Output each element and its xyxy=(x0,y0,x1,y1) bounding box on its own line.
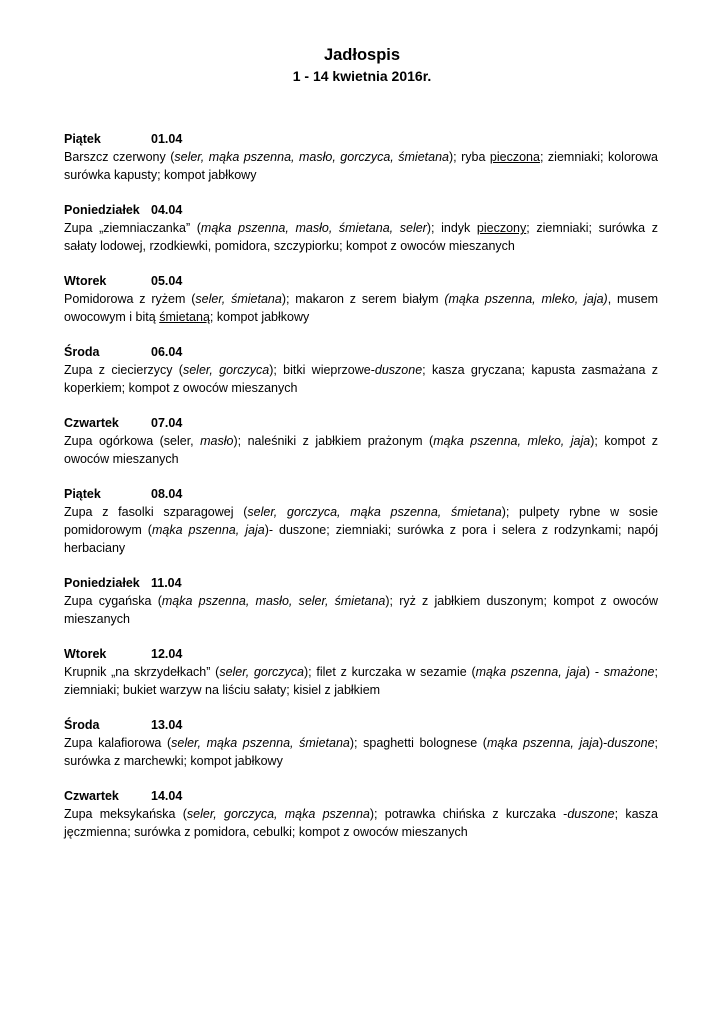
day-header xyxy=(64,716,658,734)
menu-text-segment: ); indyk xyxy=(426,221,477,235)
menu-day-entry xyxy=(64,130,658,184)
day-name: Poniedziałek xyxy=(64,576,140,590)
allergen-note: mąka pszenna, masło, śmietana, seler xyxy=(200,221,427,235)
day-name: Poniedziałek xyxy=(64,203,140,217)
allergen-note: mąka pszenna, jaja xyxy=(151,523,265,537)
menu-day-entry xyxy=(64,645,658,699)
day-header xyxy=(64,574,658,592)
allergen-note: duszone xyxy=(374,363,423,377)
menu-text-segment: ); pulpety rybne w sosie pomidorowym ( xyxy=(64,505,658,537)
menu-day-entry xyxy=(64,716,658,770)
menu-text-segment: Zupa kalafiorowa ( xyxy=(64,736,172,750)
day-name: Piątek xyxy=(64,132,101,146)
day-header xyxy=(64,787,658,805)
menu-text-segment: ; kasza jęczmienna; surówka z pomidora, cebulki; kompot z owoców mieszanych xyxy=(64,807,658,839)
day-name: Środa xyxy=(64,718,100,732)
menu-text-segment: ); bitki wieprzowe- xyxy=(269,363,375,377)
menu-text-segment: Zupa ogórkowa (seler, xyxy=(64,434,201,448)
allergen-note: (mąka pszenna, mleko, jaja) xyxy=(444,292,608,306)
menu-text-segment: ); potrawka chińska z kurczaka - xyxy=(369,807,568,821)
day-date: 12.04 xyxy=(151,647,183,661)
menu-day-entry xyxy=(64,343,658,397)
menu-text-segment: ); naleśniki z jabłkiem prażonym ( xyxy=(233,434,434,448)
menu-text-segment: ); ryba xyxy=(449,150,490,164)
menu-day-entry xyxy=(64,414,658,468)
page-subtitle: 1 - 14 kwietnia 2016r. xyxy=(292,68,432,84)
allergen-note: seler, gorczyca xyxy=(182,363,270,377)
day-date: 14.04 xyxy=(151,789,183,803)
day-header xyxy=(64,485,658,503)
menu-text-segment: ); spaghetti bolognese ( xyxy=(349,736,487,750)
day-header xyxy=(64,130,658,148)
allergen-note: duszone xyxy=(567,807,615,821)
day-name: Środa xyxy=(64,345,100,359)
allergen-note: seler, śmietana xyxy=(195,292,282,306)
menu-text-segment: Zupa cygańska ( xyxy=(64,594,162,608)
day-menu-text xyxy=(64,432,658,468)
day-date: 08.04 xyxy=(151,487,183,501)
menu-text-segment: )- xyxy=(598,736,608,750)
day-date: 06.04 xyxy=(151,345,183,359)
day-date: 11.04 xyxy=(151,576,182,590)
allergen-note: seler, mąka pszenna, masło, gorczyca, śmietana xyxy=(174,150,449,164)
day-date: 13.04 xyxy=(151,718,183,732)
menu-text-segment: , musem owocowym i bitą xyxy=(64,292,658,324)
allergen-note: seler, gorczyca, mąka pszenna, śmietana xyxy=(247,505,502,519)
allergen-note: duszone xyxy=(607,736,655,750)
day-name: Wtorek xyxy=(64,274,107,288)
day-date: 07.04 xyxy=(151,416,183,430)
allergen-note: seler, gorczyca, mąka pszenna xyxy=(186,807,370,821)
underlined-text: śmietaną xyxy=(159,310,210,324)
allergen-note: mąka pszenna, jaja xyxy=(475,665,586,679)
day-menu-text xyxy=(64,219,658,255)
allergen-note: seler, mąka pszenna, śmietana xyxy=(171,736,350,750)
allergen-note: mąka pszenna, jaja xyxy=(486,736,599,750)
day-menu-text xyxy=(64,663,658,699)
menu-text-segment: Zupa z ciecierzycy ( xyxy=(64,363,183,377)
day-menu-text xyxy=(64,148,658,184)
menu-text-segment: ; surówka z marchewki; kompot jabłkowy xyxy=(64,736,659,768)
day-menu-text xyxy=(64,592,658,628)
day-menu-text xyxy=(64,290,658,326)
page-title: Jadłospis xyxy=(323,46,401,64)
menu-text-segment: ; kasza gryczana; kapusta zasmażana z koperkiem; kompot z owoców mieszanych xyxy=(64,363,659,395)
menu-day-entry xyxy=(64,272,658,326)
menu-day-entry xyxy=(64,574,658,628)
menu-text-segment: Zupa meksykańska ( xyxy=(64,807,187,821)
allergen-note: mąka pszenna, masło, seler, śmietana xyxy=(161,594,386,608)
day-date: 04.04 xyxy=(151,203,183,217)
menu-text-segment: Barszcz czerwony ( xyxy=(64,150,175,164)
menu-text-segment: ); kompot z owoców mieszanych xyxy=(64,434,658,466)
menu-text-segment: ; kompot jabłkowy xyxy=(209,310,310,324)
allergen-note: seler, gorczyca xyxy=(219,665,304,679)
menu-text-segment: Zupa „ziemniaczanka” ( xyxy=(64,221,201,235)
day-header xyxy=(64,201,658,219)
menu-text-segment: ); ryż z jabłkiem duszonym; kompot z owoców mieszanych xyxy=(64,594,658,626)
day-name: Piątek xyxy=(64,487,101,501)
menu-list xyxy=(64,130,658,858)
menu-day-entry xyxy=(64,485,658,557)
menu-day-entry xyxy=(64,787,658,841)
day-name: Czwartek xyxy=(64,416,119,430)
day-date: 01.04 xyxy=(151,132,183,146)
day-header xyxy=(64,343,658,361)
menu-text-segment: ; ziemniaki; bukiet warzyw na liściu sałaty; kisiel z jabłkiem xyxy=(64,665,658,697)
menu-text-segment: ; ziemniaki; surówka z sałaty lodowej, rzodkiewki, pomidora, szczypiorku; kompot z owoców mieszanych xyxy=(64,221,658,253)
day-name: Czwartek xyxy=(64,789,119,803)
menu-text-segment: )- duszone; ziemniaki; surówka z pora i selera z rodzynkami; napój herbaciany xyxy=(64,523,659,555)
menu-day-entry xyxy=(64,201,658,255)
allergen-note: smażone xyxy=(603,665,655,679)
day-menu-text xyxy=(64,503,658,557)
allergen-note: masło xyxy=(200,434,234,448)
menu-text-segment: Krupnik „na skrzydełkach” ( xyxy=(64,665,220,679)
menu-text-segment: ) - xyxy=(585,665,604,679)
menu-text-segment: ); filet z kurczaka w sezamie ( xyxy=(303,665,476,679)
menu-text-segment: Pomidorowa z ryżem ( xyxy=(64,292,196,306)
menu-text-segment: ); makaron z serem białym xyxy=(281,292,445,306)
underlined-text: pieczony xyxy=(476,221,527,235)
day-header xyxy=(64,272,658,290)
menu-text-segment: ; ziemniaki; kolorowa surówka kapusty; kompot jabłkowy xyxy=(64,150,659,182)
day-date: 05.04 xyxy=(151,274,183,288)
menu-text-segment: Zupa z fasolki szparagowej ( xyxy=(64,505,248,519)
day-name: Wtorek xyxy=(64,647,107,661)
day-header xyxy=(64,645,658,663)
day-menu-text xyxy=(64,805,658,841)
day-menu-text xyxy=(64,734,658,770)
day-header xyxy=(64,414,658,432)
day-menu-text xyxy=(64,361,658,397)
underlined-text: pieczona xyxy=(489,150,540,164)
allergen-note: mąka pszenna, mleko, jaja xyxy=(433,434,591,448)
